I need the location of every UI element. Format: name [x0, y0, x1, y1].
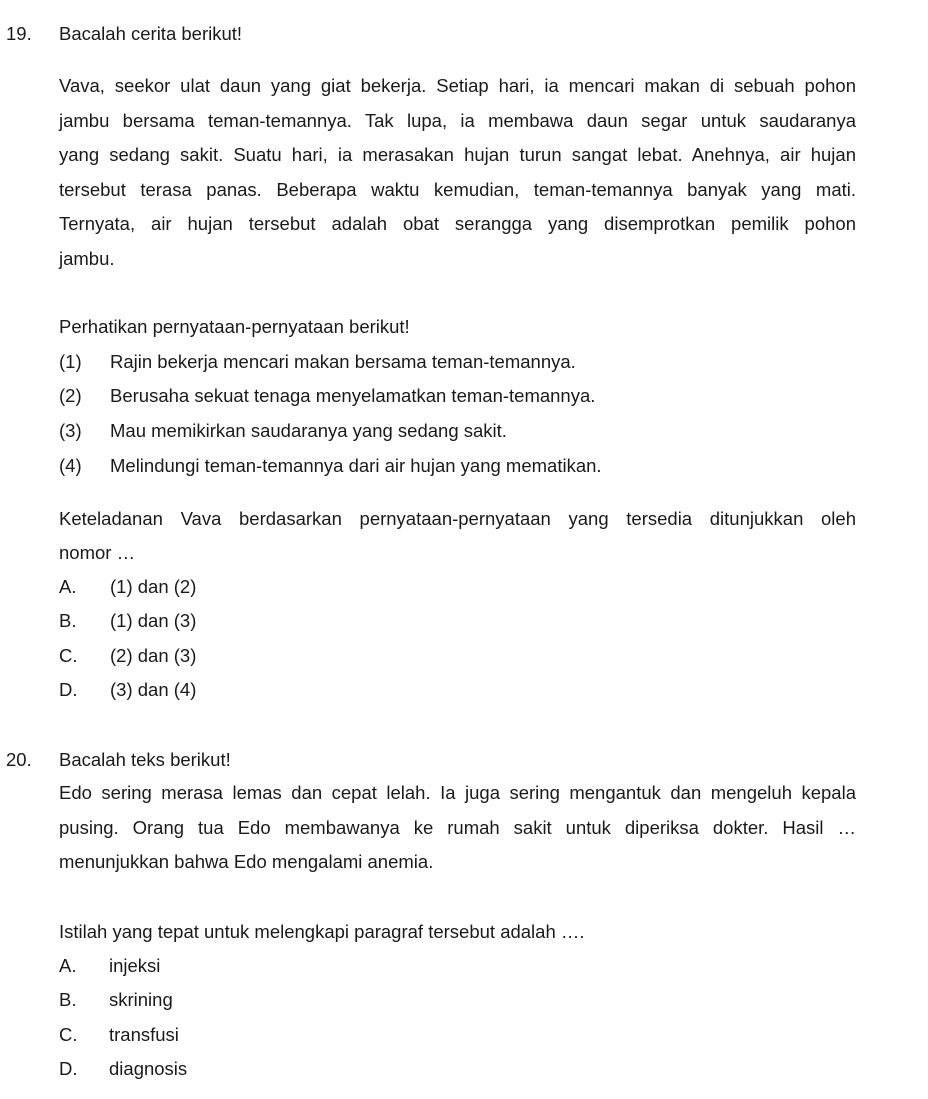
story-line: yang sedang sakit. Suatu hari, ia merasakan hujan turun sangat lebat. Anehnya, air hujan: [59, 144, 856, 165]
statement-number: (1): [59, 351, 82, 372]
option-letter: B.: [59, 989, 77, 1010]
option-c[interactable]: [59, 644, 196, 668]
option-text: (3) dan (4): [110, 679, 197, 700]
option-letter: C.: [59, 1024, 78, 1045]
statements-intro: Perhatikan pernyataan-pernyataan berikut!: [59, 316, 410, 337]
option-text: diagnosis: [109, 1058, 188, 1079]
statement-item: [59, 384, 595, 408]
option-b[interactable]: [59, 988, 173, 1012]
question-line: nomor …: [59, 542, 136, 563]
option-text: (1) dan (3): [110, 610, 197, 631]
question-19-number: 19.: [6, 23, 32, 44]
option-letter: D.: [59, 679, 78, 700]
story-line: Ternyata, air hujan tersebut adalah obat serangga yang disemprotkan pemilik pohon: [59, 213, 856, 234]
statement-item: [59, 419, 507, 443]
statement-number: (2): [59, 385, 82, 406]
story-line: Vava, seekor ulat daun yang giat bekerja. Setiap hari, ia mencari makan di sebuah pohon: [59, 75, 856, 96]
option-c[interactable]: [59, 1023, 179, 1047]
statement-number: (3): [59, 420, 82, 441]
story-line: jambu.: [59, 248, 115, 269]
option-letter: C.: [59, 645, 78, 666]
question-20-instruction: Bacalah teks berikut!: [59, 749, 231, 770]
statement-text: Mau memikirkan saudaranya yang sedang sakit.: [110, 420, 507, 441]
option-letter: A.: [59, 576, 77, 597]
text-line: menunjukkan bahwa Edo mengalami anemia.: [59, 851, 434, 872]
option-text: (2) dan (3): [110, 645, 197, 666]
option-a[interactable]: [59, 575, 196, 599]
option-d[interactable]: [59, 678, 196, 702]
option-letter: A.: [59, 955, 77, 976]
option-text: injeksi: [109, 955, 161, 976]
question-19-instruction: Bacalah cerita berikut!: [59, 23, 243, 44]
option-letter: B.: [59, 610, 77, 631]
statement-text: Berusaha sekuat tenaga menyelamatkan teman-temannya.: [110, 385, 596, 406]
statement-number: (4): [59, 455, 82, 476]
statement-item: [59, 454, 602, 478]
statement-text: Rajin bekerja mencari makan bersama teman-temannya.: [110, 351, 576, 372]
question-line: Keteladanan Vava berdasarkan pernyataan-pernyataan yang tersedia ditunjukkan oleh: [59, 508, 856, 529]
text-line: pusing. Orang tua Edo membawanya ke rumah sakit untuk diperiksa dokter. Hasil …: [59, 817, 856, 838]
option-b[interactable]: [59, 609, 196, 633]
option-text: (1) dan (2): [110, 576, 197, 597]
story-line: jambu bersama teman-temannya. Tak lupa, ia membawa daun segar untuk saudaranya: [59, 110, 856, 131]
option-text: skrining: [109, 989, 173, 1010]
statement-text: Melindungi teman-temannya dari air hujan yang mematikan.: [110, 455, 602, 476]
question-20-number: 20.: [6, 749, 32, 770]
statement-item: [59, 350, 576, 374]
question-20-prompt: Istilah yang tepat untuk melengkapi paragraf tersebut adalah ….: [59, 921, 585, 942]
text-line: Edo sering merasa lemas dan cepat lelah. Ia juga sering mengantuk dan mengeluh kepala: [59, 782, 856, 803]
story-line: tersebut terasa panas. Beberapa waktu kemudian, teman-temannya banyak yang mati.: [59, 179, 856, 200]
option-a[interactable]: [59, 954, 160, 978]
option-d[interactable]: [59, 1057, 187, 1081]
option-text: transfusi: [109, 1024, 179, 1045]
option-letter: D.: [59, 1058, 78, 1079]
